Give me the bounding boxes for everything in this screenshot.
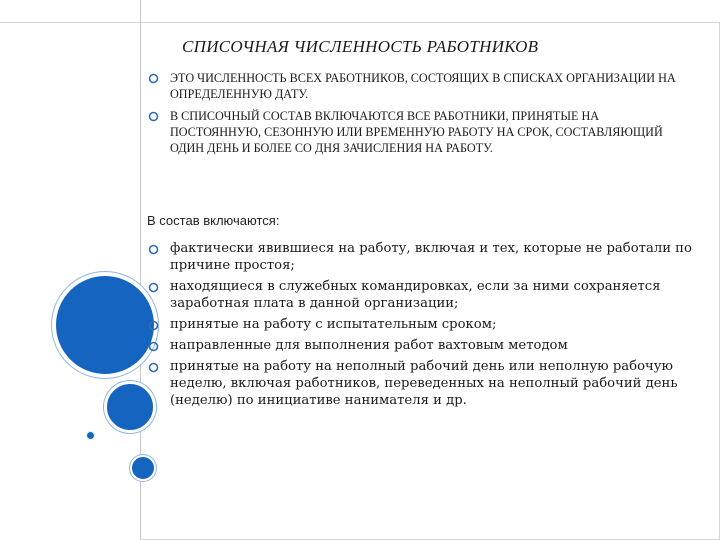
definition-text: ЭТО ЧИСЛЕННОСТЬ ВСЕХ РАБОТНИКОВ, СОСТОЯЩИХ В СПИСКАХ ОРГАНИЗАЦИИ НА ОПРЕДЕЛЕННУЮ ДАТУ. xyxy=(170,71,676,101)
definition-text: В СПИСОЧНЫЙ СОСТАВ ВКЛЮЧАЮТСЯ ВСЕ РАБОТНИКИ, ПРИНЯТЫЕ НА ПОСТОЯННУЮ, СЕЗОННУЮ ИЛИ ВРЕМЕННУЮ РАБОТУ НА СРОК, СОСТАВЛЯЮЩИЙ ОДИН ДЕНЬ И БОЛЕЕ СО ДНЯ ЗАЧИСЛЕНИЯ НА РАБОТУ. xyxy=(170,109,663,155)
included-list xyxy=(148,240,693,413)
open-circle-bullet-icon xyxy=(148,73,159,84)
decorative-circle-large xyxy=(52,272,158,378)
definition-item xyxy=(148,108,693,156)
top-frame-line xyxy=(0,22,720,23)
list-item-text: находящиеся в служебных командировках, если за ними сохраняется заработная плата в данной организации; xyxy=(170,279,661,311)
open-circle-bullet-icon xyxy=(148,244,159,255)
definition-list xyxy=(148,70,693,162)
list-item-text: принятые на работу с испытательным сроком; xyxy=(170,317,497,332)
decorative-circle-small xyxy=(130,455,156,481)
open-circle-bullet-icon xyxy=(148,282,159,293)
list-item-text: направленные для выполнения работ вахтовым методом xyxy=(170,338,568,353)
list-item xyxy=(148,358,693,409)
open-circle-bullet-icon xyxy=(148,320,159,331)
list-item xyxy=(148,337,693,354)
definition-item xyxy=(148,70,693,102)
open-circle-bullet-icon xyxy=(148,362,159,373)
list-item-text: принятые на работу на неполный рабочий день или неполную рабочую неделю, включая работников, переведенных на неполный рабочий день (неделю) по инициативе нанимателя и др. xyxy=(170,359,678,408)
list-item xyxy=(148,240,693,274)
list-item-text: фактически явившиеся на работу, включая и тех, которые не работали по причине простоя; xyxy=(170,241,692,273)
decorative-circle-tiny xyxy=(86,431,95,440)
included-intro: В состав включаются: xyxy=(147,213,280,228)
open-circle-bullet-icon xyxy=(148,111,159,122)
list-item xyxy=(148,316,693,333)
slide-title: СПИСОЧНАЯ ЧИСЛЕННОСТЬ РАБОТНИКОВ xyxy=(182,37,539,56)
open-circle-bullet-icon xyxy=(148,341,159,352)
list-item xyxy=(148,278,693,312)
